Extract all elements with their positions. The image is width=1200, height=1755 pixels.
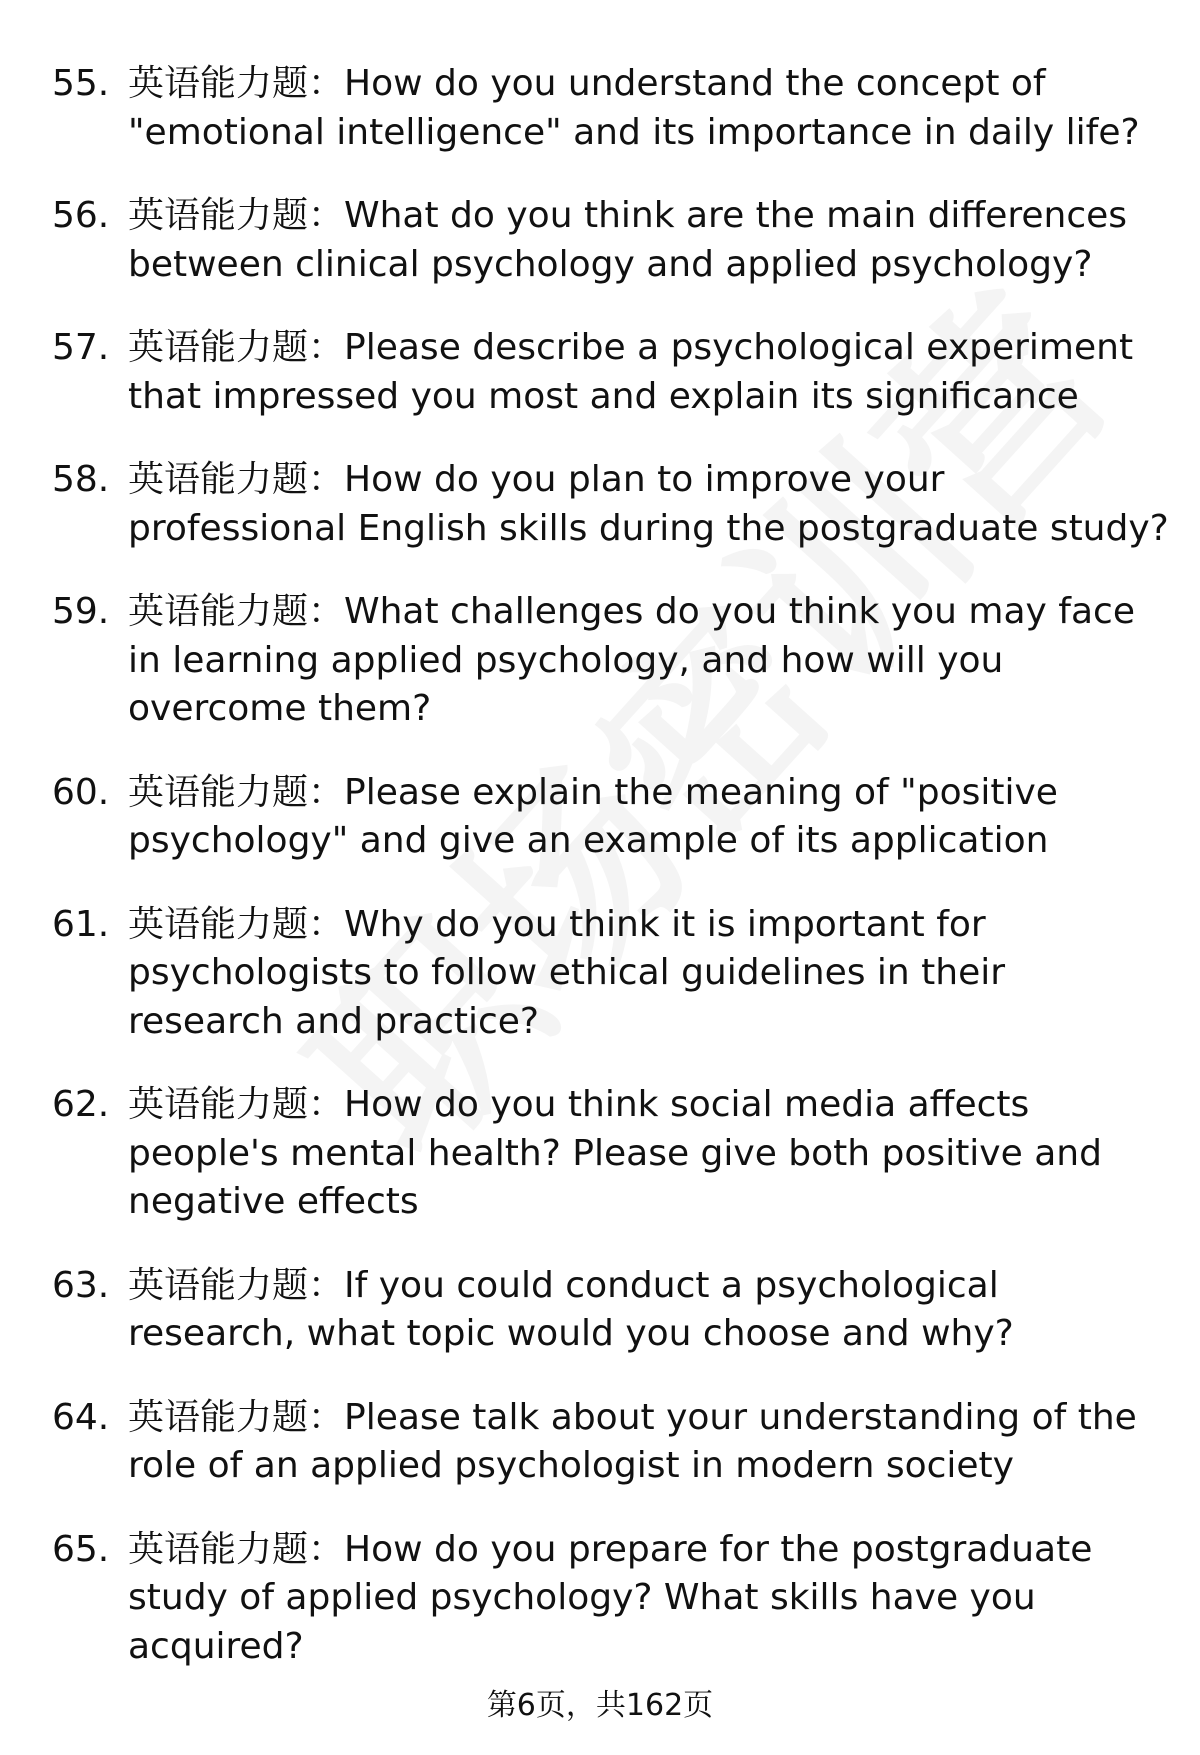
question-label: 英语能力题： bbox=[128, 195, 345, 236]
list-item bbox=[52, 1394, 1172, 1491]
list-item bbox=[52, 901, 1172, 1047]
question-text: If you could conduct a psychological research, what topic would you choose and why? bbox=[128, 1264, 1014, 1354]
question-text: How do you understand the concept of "emotional intelligence" and its importance in daily life? bbox=[128, 63, 1140, 153]
question-label: 英语能力题： bbox=[128, 327, 345, 368]
question-label: 英语能力题： bbox=[128, 1528, 345, 1570]
list-item bbox=[52, 324, 1172, 421]
question-label: 英语能力题： bbox=[128, 1084, 345, 1125]
list-item bbox=[52, 1262, 1172, 1359]
question-number: 64. bbox=[52, 1396, 110, 1438]
question-number: 61. bbox=[52, 903, 110, 945]
question-number: 62. bbox=[52, 1084, 110, 1125]
question-list bbox=[52, 60, 1172, 1706]
question-text: Please talk about your understanding of the role of an applied psychologist in modern society bbox=[128, 1396, 1137, 1486]
question-number: 55. bbox=[52, 63, 110, 104]
question-text: Why do you think it is important for psychologists to follow ethical guidelines in their research and practice? bbox=[128, 903, 1006, 1042]
question-text: How do you prepare for the postgraduate study of applied psychology? What skills have you acquired? bbox=[128, 1528, 1093, 1667]
question-label: 英语能力题： bbox=[128, 459, 345, 500]
question-label: 英语能力题： bbox=[128, 1264, 345, 1306]
question-number: 58. bbox=[52, 459, 110, 500]
question-body bbox=[128, 1526, 1172, 1672]
list-item bbox=[52, 588, 1172, 734]
question-body bbox=[128, 324, 1172, 421]
question-text: What do you think are the main differences between clinical psychology and applied psychology? bbox=[128, 195, 1128, 285]
question-text: Please describe a psychological experiment that impressed you most and explain its significance bbox=[128, 327, 1134, 417]
list-item bbox=[52, 1526, 1172, 1672]
list-item bbox=[52, 60, 1172, 157]
question-body bbox=[128, 1081, 1172, 1227]
list-item bbox=[52, 192, 1172, 289]
question-text: What challenges do you think you may face in learning applied psychology, and how will you overcome them? bbox=[128, 591, 1135, 729]
question-label: 英语能力题： bbox=[128, 771, 345, 813]
page-footer: 第6页，共162页 bbox=[486, 1688, 714, 1723]
question-label: 英语能力题： bbox=[128, 63, 345, 104]
question-label: 英语能力题： bbox=[128, 591, 345, 632]
question-text: How do you plan to improve your professional English skills during the postgraduate study? bbox=[128, 459, 1169, 549]
question-body bbox=[128, 769, 1172, 866]
list-item bbox=[52, 769, 1172, 866]
question-body bbox=[128, 456, 1172, 553]
list-item bbox=[52, 456, 1172, 553]
list-item bbox=[52, 1081, 1172, 1227]
question-number: 65. bbox=[52, 1528, 110, 1570]
question-body bbox=[128, 60, 1172, 157]
question-number: 63. bbox=[52, 1264, 110, 1306]
question-label: 英语能力题： bbox=[128, 1396, 345, 1438]
question-text: How do you think social media affects people's mental health? Please give both positive and negative effects bbox=[128, 1084, 1102, 1222]
question-body bbox=[128, 192, 1172, 289]
question-number: 60. bbox=[52, 771, 110, 813]
question-body bbox=[128, 1262, 1172, 1359]
question-text: Please explain the meaning of "positive psychology" and give an example of its application bbox=[128, 771, 1058, 861]
question-body bbox=[128, 588, 1172, 734]
question-number: 59. bbox=[52, 591, 110, 632]
question-number: 57. bbox=[52, 327, 110, 368]
question-body bbox=[128, 1394, 1172, 1491]
question-number: 56. bbox=[52, 195, 110, 236]
question-body bbox=[128, 901, 1172, 1047]
question-label: 英语能力题： bbox=[128, 903, 345, 945]
